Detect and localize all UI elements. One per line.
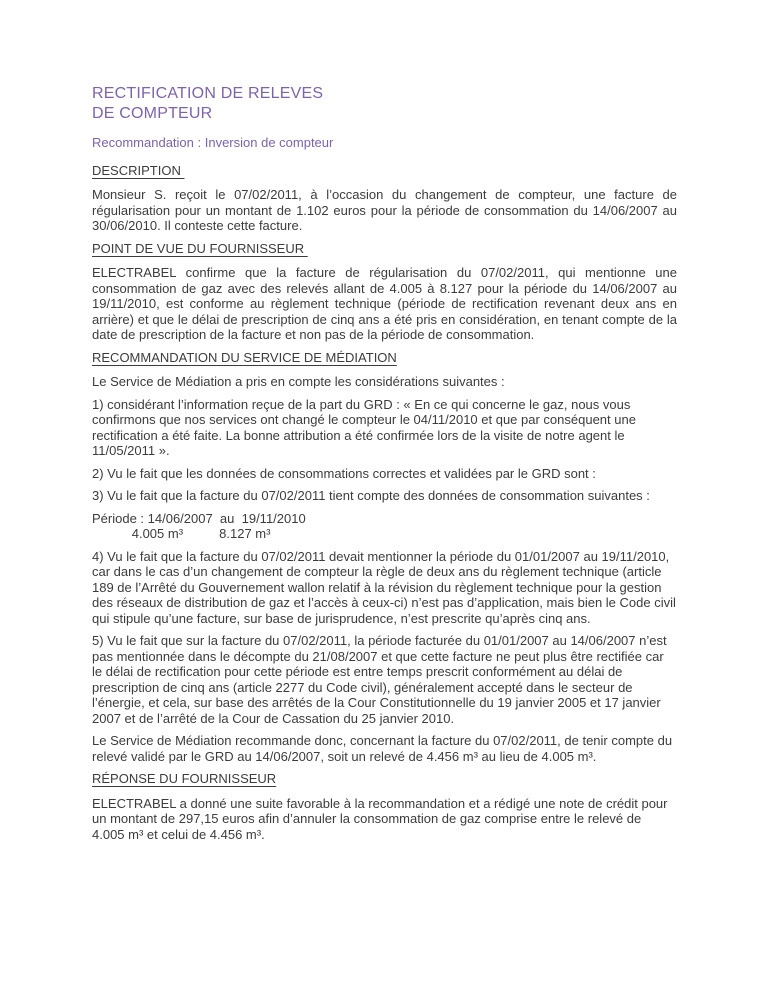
consumption-period-readings: 4.005 m³ 8.127 m³ <box>92 526 271 541</box>
document-subtitle: Recommandation : Inversion de compteur <box>92 135 334 150</box>
mediation-conclusion-paragraph: Le Service de Médiation recommande donc, concernant la facture du 07/02/2011, de tenir compte du relevé validé par le GRD au 14/06/2007, soit un relevé de 4.456 m³ au lieu de 4.005 m³. <box>92 733 673 764</box>
consumption-period-block <box>92 511 677 542</box>
section-heading-supplier-response: RÉPONSE DU FOURNISSEUR <box>92 771 277 786</box>
consideration-2-paragraph: 2) Vu le fait que les données de consommations correctes et validées par le GRD sont : <box>92 465 596 481</box>
consideration-5-paragraph: 5) Vu le fait que sur la facture du 07/02/2011, la période facturée du 01/01/2007 au 14/06/2007 n’est pas mentionnée dans le décompte du 21/08/2007 et que cette facture ne peut plus être rectifiée car le délai de rectification pour cette période est entre temps prescrit conformément au délai de prescription de cinq ans (article 2277 du Code civil), généralement accepté dans le secteur de l’énergie, et cela, sur base des arrêtés de la Cour Constitutionnelle du 19 janvier 2005 et 17 janvier 2007 et de l’arrêté de la Cour de Cassation du 25 janvier 2010. <box>92 633 667 726</box>
consideration-4-paragraph: 4) Vu le fait que la facture du 07/02/2011 devait mentionner la période du 01/01/2007 au 19/11/2010, car dans le cas d’un changement de compteur la règle de deux ans du règlement technique (article 189 de l’Arrêté du Gouvernement wallon relatif à la révision du règlement technique pour la gestion des réseaux de distribution de gaz et l’accès à ceux-ci) n’est pas d’application, mais bien le Code civil qui stipule qu’une facture, sur base de jurisprudence, n’est prescrite qu’après cinq ans. <box>92 548 676 626</box>
consideration-1-paragraph: 1) considérant l’information reçue de la part du GRD : « En ce qui concerne le gaz, nous vous confirmons que nos services ont changé le compteur le 04/11/2010 et que par conséquent une rectification a été faite. La bonne attribution a été confirmée lors de la visite de notre agent le 11/05/2011 ». <box>92 396 636 458</box>
document-title <box>92 84 677 124</box>
document-title-line-1: RECTIFICATION DE RELEVES <box>92 85 324 102</box>
description-paragraph: Monsieur S. reçoit le 07/02/2011, à l’occasion du changement de compteur, une facture de régularisation pour un montant de 1.102 euros pour la période de consommation du 14/06/2007 au 30/06/2010. Il conteste cette facture. <box>92 187 677 233</box>
document-content <box>92 84 677 849</box>
document-title-line-2: DE COMPTEUR <box>92 105 213 122</box>
supplier-view-paragraph: ELECTRABEL confirme que la facture de régularisation du 07/02/2011, qui mentionne une consommation de gaz avec des relevés allant de 4.005 à 8.127 pour la période du 14/06/2007 au 19/11/2010, est conforme au règlement technique (période de rectification revenant deux ans en arrière) et que le délai de prescription de cinq ans a été pris en considération, en tenant compte de la date de prescription de la facture et non pas de la période de consommation. <box>92 265 677 342</box>
section-heading-mediation-recommendation: RECOMMANDATION DU SERVICE DE MÉDIATION <box>92 349 397 365</box>
section-heading-supplier-view: POINT DE VUE DU FOURNISSEUR <box>92 240 308 256</box>
section-heading-description: DESCRIPTION <box>92 162 185 178</box>
supplier-response-paragraph: ELECTRABEL a donné une suite favorable à la recommandation et a rédigé une note de crédit pour un montant de 297,15 euros afin d’annuler la consommation de gaz comprise entre le relevé de 4.005 m³ et celui de 4.456 m³. <box>92 795 668 842</box>
mediation-intro-paragraph: Le Service de Médiation a pris en compte les considérations suivantes : <box>92 374 505 389</box>
consideration-3-paragraph: 3) Vu le fait que la facture du 07/02/2011 tient compte des données de consommation suivantes : <box>92 488 650 503</box>
consumption-period-dates: Période : 14/06/2007 au 19/11/2010 <box>92 510 306 526</box>
